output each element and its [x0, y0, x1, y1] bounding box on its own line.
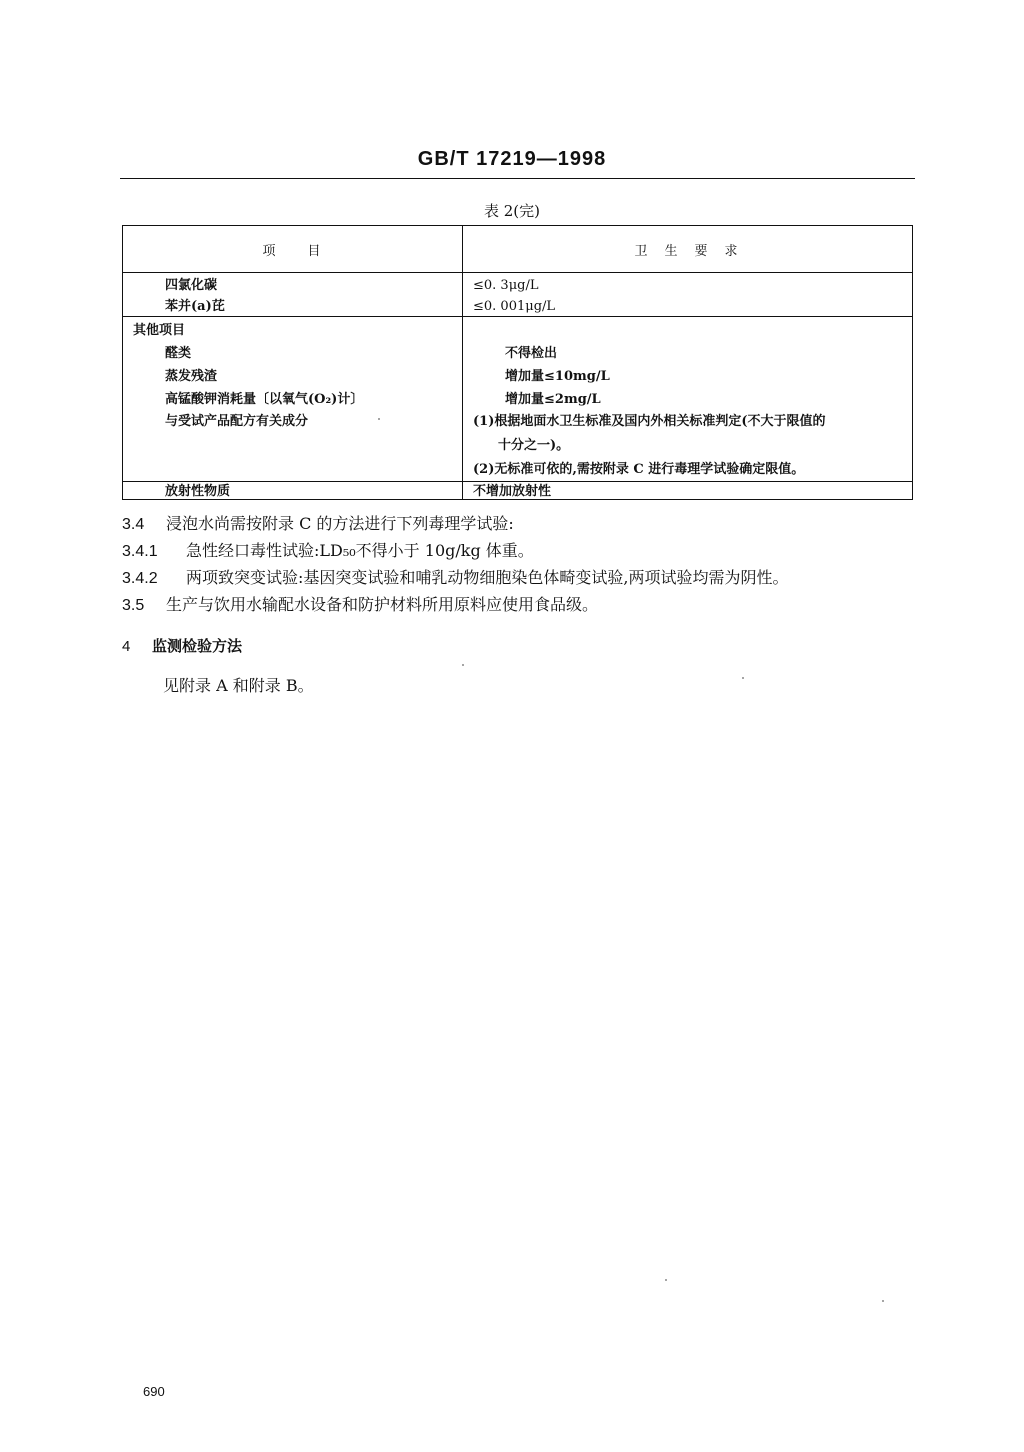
- clause-text: 生产与饮用水输配水设备和防护材料所用原料应使用食品级。: [166, 595, 599, 614]
- table-row-requirement: ≤0. 001μg/L: [473, 299, 556, 314]
- clause-3-4: [122, 511, 514, 534]
- requirements-table: [122, 225, 913, 500]
- row-group-divider: [123, 481, 912, 482]
- header-row-divider: [123, 272, 912, 273]
- standard-code-header: GB/T 17219—1998: [417, 148, 607, 170]
- table-row-requirement: 增加量≤2mg/L: [505, 392, 601, 407]
- clause-number: 3.4.1: [122, 543, 158, 560]
- scan-speck: [378, 418, 380, 420]
- table-caption: 表 2(完): [483, 202, 541, 220]
- column-header-requirement: 卫 生 要 求: [634, 244, 740, 259]
- clause-number: 3.4.2: [122, 570, 158, 587]
- table-row-item: 放射性物质: [165, 484, 231, 499]
- row-group-divider: [123, 316, 912, 317]
- scan-speck: [462, 664, 464, 666]
- clause-3-4-1: [122, 538, 534, 561]
- column-divider: [462, 226, 463, 499]
- section-number: 4: [122, 638, 131, 655]
- table-row-item: 其他项目: [133, 323, 186, 338]
- clause-3-4-2: [122, 565, 788, 588]
- section-4-body: 见附录 A 和附录 B。: [163, 676, 314, 695]
- table-row-requirement: ≤0. 3μg/L: [473, 278, 539, 293]
- table-row-requirement: 不增加放射性: [473, 484, 552, 499]
- clause-number: 3.5: [122, 597, 145, 614]
- table-row-item: 四氯化碳: [165, 278, 218, 293]
- section-4-heading: [122, 635, 242, 656]
- clause-text: 浸泡水尚需按附录 C 的方法进行下列毒理学试验:: [166, 514, 514, 533]
- table-row-item: 与受试产品配方有关成分: [165, 414, 309, 429]
- table-row-item: 蒸发残渣: [165, 369, 218, 384]
- table-row-requirement: 不得检出: [505, 346, 558, 361]
- table-row-requirement: (2)无标准可依的,需按附录 C 进行毒理学试验确定限值。: [473, 462, 805, 477]
- table-row-item: 高锰酸钾消耗量〔以氧气(O₂)计〕: [165, 392, 364, 407]
- table-row-requirement: 增加量≤10mg/L: [505, 369, 610, 384]
- table-row-requirement: (1)根据地面水卫生标准及国内外相关标准判定(不大于限值的: [473, 414, 826, 429]
- table-row-item: 醛类: [165, 346, 192, 361]
- scan-speck: [665, 1279, 667, 1281]
- clause-number: 3.4: [122, 516, 145, 533]
- clause-text: 急性经口毒性试验:LD₅₀不得小于 10g/kg 体重。: [186, 541, 534, 560]
- clause-3-5: [122, 592, 598, 615]
- section-title: 监测检验方法: [152, 637, 243, 655]
- clause-text: 两项致突变试验:基因突变试验和哺乳动物细胞染色体畸变试验,两项试验均需为阴性。: [186, 568, 789, 587]
- scan-speck: [742, 677, 744, 679]
- table-row-item: 苯并(a)芘: [165, 299, 225, 314]
- header-divider: [120, 178, 915, 179]
- page-number: 690: [143, 1384, 165, 1399]
- column-header-item: 项 目: [262, 244, 323, 259]
- table-row-requirement: 十分之一)。: [498, 438, 570, 453]
- scan-speck: [882, 1300, 884, 1302]
